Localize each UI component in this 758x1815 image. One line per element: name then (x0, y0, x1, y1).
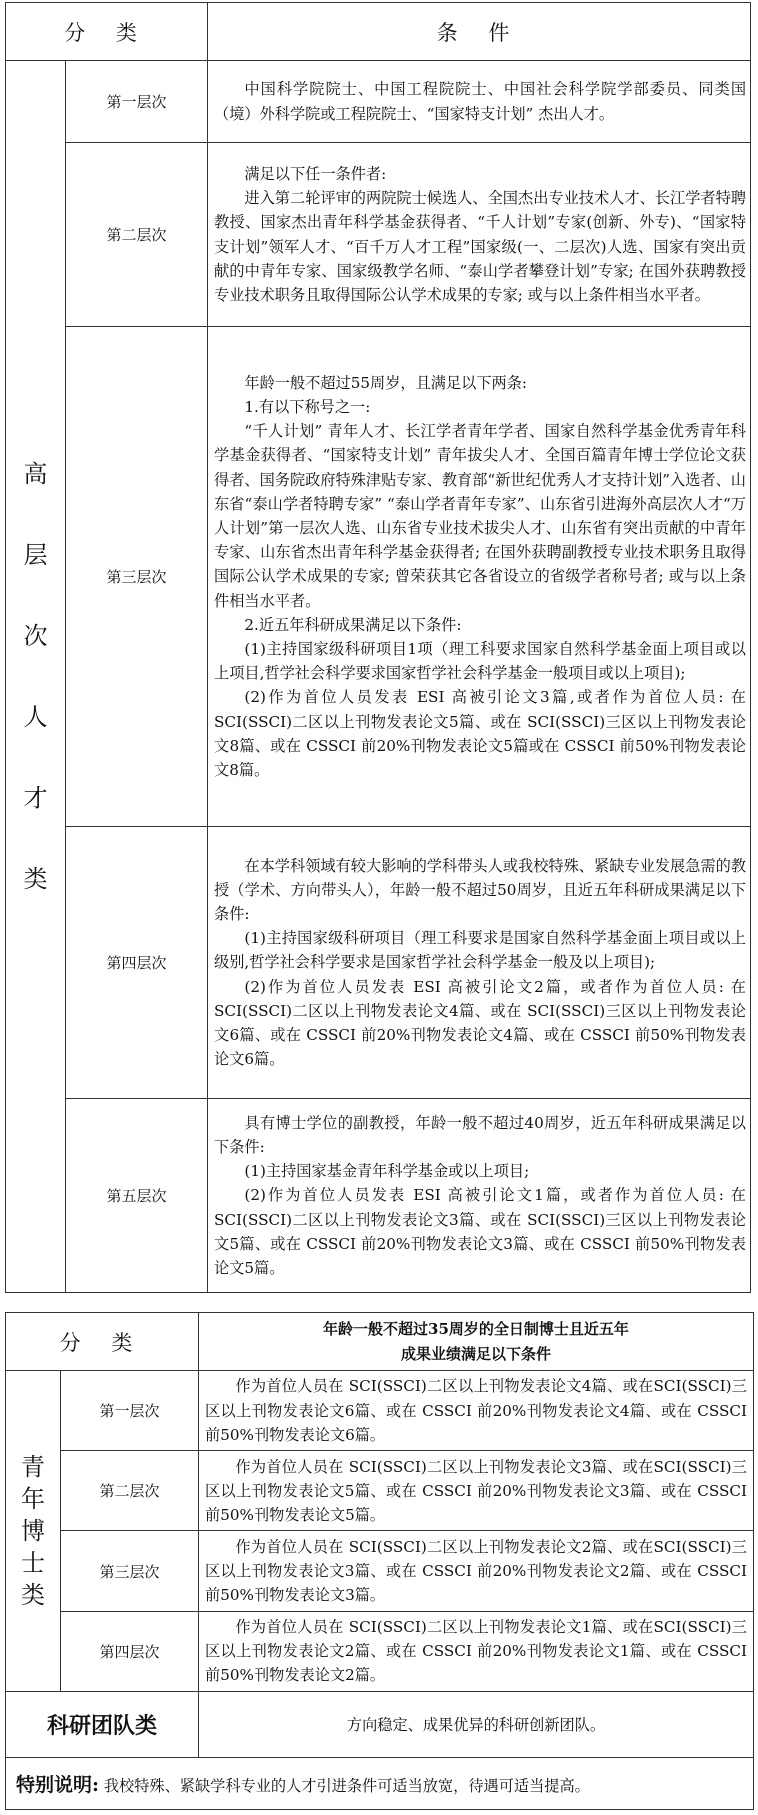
category-char: 次 (23, 622, 48, 650)
level-label: 第二层次 (61, 1451, 199, 1531)
level-label: 第三层次 (61, 1531, 199, 1611)
condition-paragraph: 作为首位人员在 SCI(SSCI)二区以上刊物发表论文1篇、或在SCI(SSCI)三区以上刊物发表论文2篇、或在 CSSCI 前20%刊物发表论文1篇、或在 CSSCI 前50%刊物发表论文2篇。 (205, 1617, 747, 1685)
young-doctor-table (5, 1312, 754, 1810)
condition-paragraph: 1.有以下称号之一: (244, 397, 371, 416)
condition-paragraph: 中国科学院院士、中国工程院院士、中国社会科学院学部委员、同类国（境）外科学院或工程院院士、“国家特支计划” 杰出人才。 (214, 80, 746, 123)
condition-paragraph: (1)主持国家级科研项目1项（理工科要求国家自然科学基金面上项目或以上项目,哲学社会科学要求国家哲学社会科学基金一般项目或以上项目); (214, 640, 746, 683)
condition-cell (208, 1099, 751, 1293)
special-note (6, 1757, 754, 1809)
condition-paragraph: (2)作为首位人员发表 ESI 高被引论文1篇，或者作为首位人员: 在 SCI(SSCI)二区以上刊物发表论文3篇、或在 SCI(SSCI)三区以上刊物发表论文5篇、或在 CSSCI 前20%刊物发表论文3篇、或在 CSSCI 前50%刊物发表论文5篇。 (214, 1186, 746, 1277)
condition-cell (208, 327, 751, 827)
condition-cell (199, 1611, 754, 1691)
condition-paragraph: 满足以下任一条件者: (244, 164, 387, 183)
category-char: 高 (23, 460, 48, 488)
condition-paragraph: 作为首位人员在 SCI(SSCI)二区以上刊物发表论文2篇、或在SCI(SSCI)三区以上刊物发表论文3篇、或在 CSSCI 前20%刊物发表论文2篇、或在 CSSCI 前50%刊物发表论文3篇。 (205, 1537, 747, 1605)
level-label: 第四层次 (61, 1611, 199, 1691)
category-char: 博 (21, 1516, 45, 1545)
category-char: 士 (21, 1548, 45, 1577)
header-condition: 条 件 (208, 3, 751, 61)
header-category: 分 类 (6, 3, 208, 61)
category-char: 类 (21, 1580, 45, 1609)
condition-cell (208, 61, 751, 143)
level-label: 第五层次 (66, 1099, 208, 1293)
condition-paragraph: 作为首位人员在 SCI(SSCI)二区以上刊物发表论文3篇、或在SCI(SSCI)三区以上刊物发表论文5篇、或在 CSSCI 前20%刊物发表论文3篇、或在 CSSCI 前50%刊物发表论文5篇。 (205, 1457, 747, 1524)
team-category-label: 科研团队类 (6, 1691, 199, 1757)
level-label: 第四层次 (66, 827, 208, 1099)
condition-cell (199, 1531, 754, 1611)
condition-cell (199, 1371, 754, 1451)
category-high-level (6, 61, 66, 1293)
header-category: 分 类 (6, 1313, 199, 1371)
level-label: 第二层次 (66, 143, 208, 327)
condition-paragraph: (2)作为首位人员发表 ESI 高被引论文2篇，或者作为首位人员: 在 SCI(SSCI)二区以上刊物发表论文4篇、或在 SCI(SSCI)三区以上刊物发表论文6篇、或在 CSSCI 前20%刊物发表论文4篇、或在 CSSCI 前50%刊物发表论文6篇。 (214, 977, 746, 1069)
condition-paragraph: 在本学科领域有较大影响的学科带头人或我校特殊、紧缺专业发展急需的教授（学术、方向带头人），年龄一般不超过50周岁，且近五年科研成果满足以下条件: (214, 856, 746, 923)
condition-cell (208, 827, 751, 1099)
header-condition-line: 年龄一般不超过35周岁的全日制博士且近五年 (323, 1319, 629, 1338)
condition-paragraph: 具有博士学位的副教授，年龄一般不超过40周岁，近五年科研成果满足以下条件: (214, 1113, 746, 1156)
condition-paragraph: 2.近五年科研成果满足以下条件: (244, 615, 462, 634)
header-condition-line: 成果业绩满足以下条件 (400, 1344, 551, 1363)
category-young-doctor (6, 1371, 61, 1692)
condition-paragraph: 进入第二轮评审的两院院士候选人、全国杰出专业技术人才、长江学者特聘教授、国家杰出青年科学基金获得者、“千人计划”专家(创新、外专)、“国家特支计划”领军人才、“百千万人才工程”国家级(一、二层次)人选、国家有突出贡献的中青年专家、国家级教学名师、“泰山学者攀登计划”专家; 在国外获聘教授专业技术职务且取得国际公认学术成果的专家; 或与以上条件相当水平者。 (214, 189, 746, 304)
special-note-label: 特别说明: (16, 1773, 100, 1796)
level-label: 第一层次 (61, 1371, 199, 1451)
level-label: 第三层次 (66, 327, 208, 827)
category-char: 类 (23, 865, 48, 893)
special-note-text: 我校特殊、紧缺学科专业的人才引进条件可适当放宽，待遇可适当提高。 (103, 1776, 590, 1795)
condition-paragraph: (2)作为首位人员发表 ESI 高被引论文3篇,或者作为首位人员: 在SCI(SSCI)二区以上刊物发表论文5篇、或在 SCI(SSCI)三区以上刊物发表论文8篇、或在 CSSCI 前20%刊物发表论文5篇或在 CSSCI 前50%刊物发表论文8篇。 (214, 688, 746, 780)
high-level-talent-table (5, 2, 751, 1293)
condition-paragraph: (1)主持国家级科研项目（理工科要求是国家自然科学基金面上项目或以上级别,哲学社会科学要求是国家哲学社会科学基金一般及以上项目); (214, 929, 746, 972)
condition-cell (208, 143, 751, 327)
condition-paragraph: 年龄一般不超过55周岁，且满足以下两条: (244, 373, 528, 392)
category-char: 层 (23, 541, 48, 569)
category-char: 人 (23, 703, 48, 731)
condition-paragraph: 作为首位人员在 SCI(SSCI)二区以上刊物发表论文4篇、或在SCI(SSCI)三区以上刊物发表论文6篇、或在 CSSCI 前20%刊物发表论文4篇、或在 CSSCI 前50%刊物发表论文6篇。 (205, 1377, 747, 1444)
condition-paragraph: “千人计划” 青年人才、长江学者青年学者、国家自然科学基金优秀青年科学基金获得者、“国家特支计划” 青年拔尖人才、全国百篇青年博士学位论文获得者、国务院政府特殊津贴专家、教育部“新世纪优秀人才支持计划”入选者、山东省“泰山学者特聘专家” “泰山学者青年专家”、山东省引进海外高层次人才“万人计划”第一层次人选、山东省专业技术拔尖人才、山东省有突出贡献的中青年专家、山东省杰出青年科学基金获得者; 在国外获聘副教授专业技术职务且取得国际公认学术成果的专家; 曾荣获其它各省设立的省级学者称号者; 或与以上条件相当水平者。 (214, 422, 746, 610)
condition-cell (199, 1451, 754, 1531)
condition-paragraph: (1)主持国家基金青年科学基金或以上项目; (244, 1162, 530, 1181)
category-char: 青 (21, 1452, 45, 1481)
category-char: 才 (23, 784, 48, 812)
category-char: 年 (21, 1484, 45, 1513)
level-label: 第一层次 (66, 61, 208, 143)
team-condition: 方向稳定、成果优异的科研创新团队。 (199, 1691, 754, 1757)
header-condition (199, 1313, 754, 1371)
